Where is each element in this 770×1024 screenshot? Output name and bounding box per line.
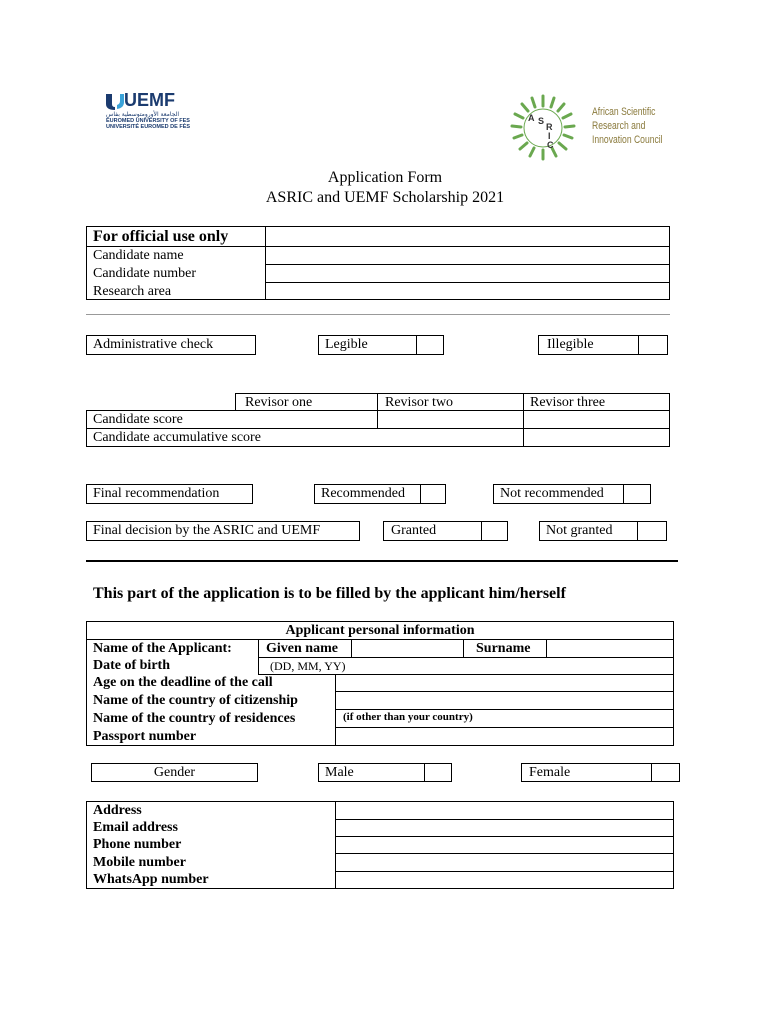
admin-check-label: Administrative check <box>93 337 214 352</box>
uemf-arabic: الجامعة الأورومتوسطية بفاس <box>106 111 180 118</box>
asric-letter-a: A <box>528 113 535 123</box>
applicant-section-heading: This part of the application is to be filled by the applicant him/herself <box>93 585 566 602</box>
candidate-name-field[interactable] <box>266 247 669 264</box>
citizenship-label: Name of the country of citizenship <box>93 693 298 708</box>
gender-label: Gender <box>153 765 196 780</box>
residence-field[interactable] <box>336 710 672 727</box>
asric-sunburst-icon <box>508 94 578 162</box>
legible-checkbox[interactable] <box>417 336 443 354</box>
age-label: Age on the deadline of the call <box>93 675 273 690</box>
recommended-label: Recommended <box>321 486 405 501</box>
passport-field[interactable] <box>336 728 672 745</box>
dob-label: Date of birth <box>93 658 170 673</box>
uemf-logo <box>104 90 194 135</box>
citizenship-field[interactable] <box>336 692 672 709</box>
email-field[interactable] <box>336 820 672 836</box>
not-granted-label: Not granted <box>546 523 613 538</box>
candidate-score-label: Candidate score <box>93 412 183 427</box>
surname-label: Surname <box>476 641 531 656</box>
granted-checkbox[interactable] <box>482 522 507 540</box>
age-field[interactable] <box>336 675 672 691</box>
not-recommended-checkbox[interactable] <box>624 485 650 503</box>
form-subtitle: ASRIC and UEMF Scholarship 2021 <box>265 189 505 206</box>
uemf-wordmark: UEMF <box>124 90 175 110</box>
given-name-field[interactable] <box>352 640 462 657</box>
not-granted-checkbox[interactable] <box>638 522 666 540</box>
applicant-name-label: Name of the Applicant: <box>93 641 232 656</box>
mobile-field[interactable] <box>336 854 672 871</box>
whatsapp-label: WhatsApp number <box>93 872 209 887</box>
male-label: Male <box>325 765 354 780</box>
asric-line2: Research and <box>592 120 646 132</box>
revisor-three-header: Revisor three <box>530 395 606 410</box>
address-label: Address <box>93 803 142 818</box>
candidate-accumulative-score-label: Candidate accumulative score <box>93 430 261 445</box>
male-checkbox[interactable] <box>425 764 451 781</box>
separator-thin <box>86 314 670 315</box>
illegible-checkbox[interactable] <box>639 336 667 354</box>
form-title: Application Form <box>327 169 443 186</box>
revisor-one-header: Revisor one <box>245 395 313 410</box>
illegible-label: Illegible <box>547 337 594 352</box>
surname-field[interactable] <box>547 640 672 657</box>
phone-field[interactable] <box>336 837 672 853</box>
asric-letter-r: R <box>546 122 553 132</box>
female-label: Female <box>529 765 571 780</box>
asric-letter-s: S <box>538 116 545 126</box>
research-area-field[interactable] <box>266 283 669 299</box>
given-name-label: Given name <box>266 641 338 656</box>
uemf-shield-icon <box>104 92 126 110</box>
not-recommended-label: Not recommended <box>500 486 604 501</box>
asric-logo <box>508 94 678 162</box>
asric-line1: African Scientific <box>592 106 656 118</box>
mobile-label: Mobile number <box>93 855 186 870</box>
granted-label: Granted <box>391 523 437 538</box>
dob-field[interactable] <box>352 658 672 674</box>
uemf-line2: UNIVERSITÉ EUROMED DE FÈS <box>106 124 191 130</box>
official-heading: For official use only <box>93 228 229 245</box>
official-row-candidate-number: Candidate number <box>93 266 197 281</box>
email-label: Email address <box>93 820 178 835</box>
score-revisor-one-field[interactable] <box>236 411 376 428</box>
residence-label: Name of the country of residences <box>93 711 296 726</box>
asric-letter-i: I <box>548 131 551 141</box>
dob-hint: (DD, MM, YY) <box>270 659 346 673</box>
legible-label: Legible <box>325 337 368 352</box>
asric-letter-c: C <box>547 140 554 150</box>
score-revisor-three-field[interactable] <box>524 411 668 428</box>
female-checkbox[interactable] <box>652 764 679 781</box>
uemf-line1: EUROMED UNIVERSITY OF FES <box>106 118 190 124</box>
separator-thick <box>86 560 678 562</box>
personal-info-title: Applicant personal information <box>285 623 475 638</box>
revisor-two-header: Revisor two <box>385 395 454 410</box>
address-field[interactable] <box>336 802 672 819</box>
candidate-number-field[interactable] <box>266 265 669 282</box>
recommended-checkbox[interactable] <box>421 485 445 503</box>
whatsapp-field[interactable] <box>336 872 672 888</box>
passport-label: Passport number <box>93 729 197 744</box>
final-dec-label: Final decision by the ASRIC and UEMF <box>93 523 321 538</box>
residence-hint: (if other than your country) <box>343 711 473 723</box>
official-row-candidate-name: Candidate name <box>93 248 184 263</box>
phone-label: Phone number <box>93 837 182 852</box>
official-row-research-area: Research area <box>93 284 172 299</box>
final-rec-label: Final recommendation <box>93 486 220 501</box>
score-revisor-two-field[interactable] <box>378 411 522 428</box>
asric-line3: Innovation Council <box>592 134 663 146</box>
accumulative-score-field[interactable] <box>524 429 668 446</box>
